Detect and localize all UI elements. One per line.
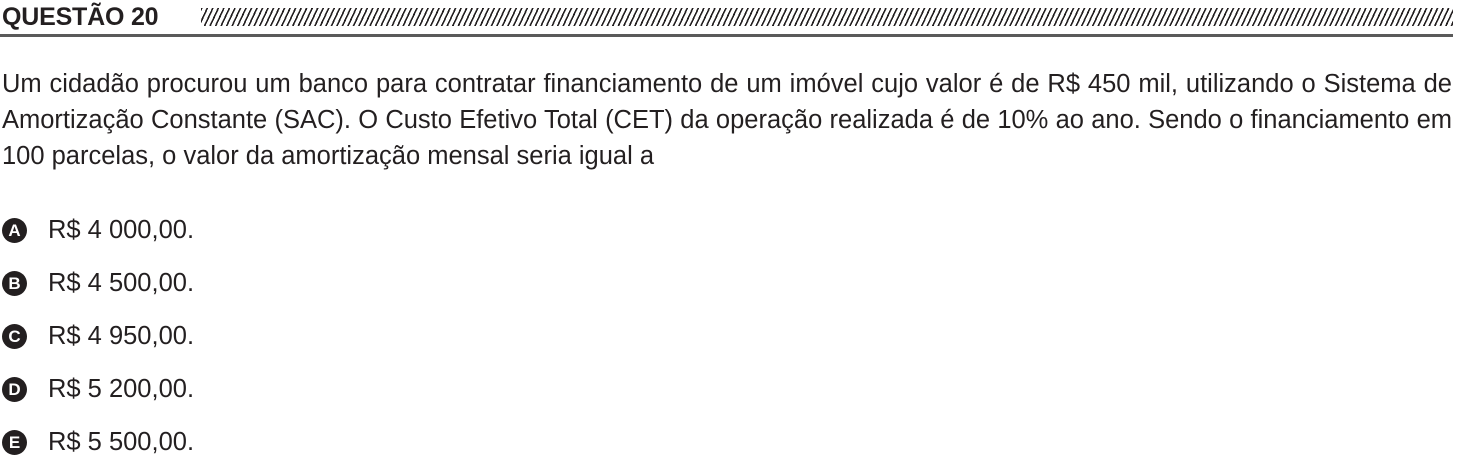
option-c[interactable] [2,319,194,353]
option-d-text: R$ 5 200,00. [48,375,195,403]
option-a[interactable] [2,213,194,247]
option-b-text: R$ 4 500,00. [48,269,195,297]
option-c-text: R$ 4 950,00. [48,322,195,350]
option-e-letter-icon: E [2,430,27,455]
header-hatch-decoration [201,8,1453,26]
option-d[interactable] [2,372,194,406]
question-stem: Um cidadão procurou um banco para contratar financiamento de um imóvel cujo valor é de R$ 450 mil, utilizando o Sistema de Amortização Constante (SAC). O Custo Efetivo Total (CET) da operação realizada é de 10% ao ano. Sendo o financiamento em 100 parcelas, o valor da amortização mensal seria igual a [2,70,1452,170]
option-d-letter-icon: D [2,377,27,402]
header-divider [0,34,1453,37]
option-c-letter-icon: C [2,324,27,349]
option-a-letter-icon: A [2,218,27,243]
option-b-letter-icon: B [2,271,27,296]
option-e[interactable] [2,425,194,459]
option-e-text: R$ 5 500,00. [48,428,195,456]
option-b[interactable] [2,266,194,300]
question-header [0,0,1453,38]
question-title: QUESTÃO 20 [2,3,159,31]
option-a-text: R$ 4 000,00. [48,216,195,244]
